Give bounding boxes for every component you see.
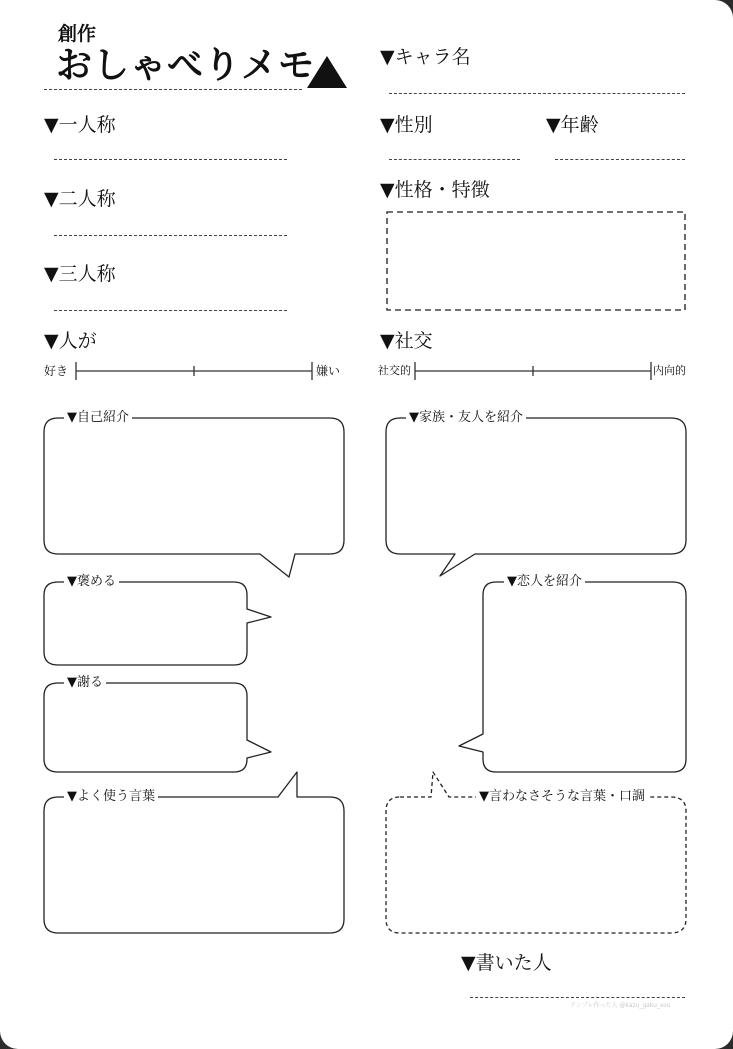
template-credit: テンプレ作った人 @kazu_gaku_sou bbox=[570, 1002, 671, 1009]
first-person-label: ▼一人称 bbox=[44, 114, 116, 136]
first-person-field[interactable] bbox=[54, 159, 287, 160]
apologize-label: ▼謝る bbox=[64, 676, 106, 689]
family-intro-label: ▼家族・友人を紹介 bbox=[406, 411, 526, 424]
praise-label: ▼褒める bbox=[64, 575, 119, 588]
second-person-field[interactable] bbox=[54, 235, 287, 236]
chara-name-label: ▼キャラ名 bbox=[380, 46, 471, 68]
common-words-label: ▼よく使う言葉 bbox=[64, 790, 158, 803]
page-corner-bottom-right bbox=[709, 1025, 733, 1049]
social-label: ▼社交 bbox=[380, 330, 433, 352]
social-scale-left: 社交的 bbox=[378, 364, 411, 377]
people-scale-left: 好き bbox=[44, 364, 69, 378]
social-scale bbox=[415, 362, 651, 380]
gender-field[interactable] bbox=[389, 159, 520, 160]
self-intro-label: ▼自己紹介 bbox=[64, 411, 132, 424]
personality-box bbox=[387, 212, 685, 310]
lover-intro-label: ▼恋人を紹介 bbox=[504, 575, 585, 588]
lover-intro-bubble bbox=[459, 582, 686, 772]
people-label: ▼人が bbox=[44, 330, 97, 352]
chara-name-field[interactable] bbox=[389, 93, 685, 94]
second-person-label: ▼二人称 bbox=[44, 188, 116, 210]
family-intro-bubble bbox=[386, 418, 686, 576]
self-intro-bubble bbox=[44, 418, 344, 577]
people-scale-right: 嫌い bbox=[316, 364, 341, 378]
age-label: ▼年齢 bbox=[546, 114, 599, 136]
people-scale bbox=[76, 362, 312, 380]
title-underline bbox=[44, 89, 302, 90]
page-title: おしゃべりメモ bbox=[56, 45, 316, 86]
third-person-field[interactable] bbox=[54, 310, 287, 311]
writer-field[interactable] bbox=[470, 997, 685, 998]
title-sup: 創作 bbox=[58, 23, 97, 45]
never-say-label: ▼言わなさそうな言葉・口調 bbox=[476, 790, 648, 803]
apologize-bubble bbox=[44, 683, 271, 772]
page-corner-top-right bbox=[709, 0, 733, 24]
gender-label: ▼性別 bbox=[380, 114, 433, 136]
age-field[interactable] bbox=[555, 159, 685, 160]
third-person-label: ▼三人称 bbox=[44, 263, 116, 285]
personality-label: ▼性格・特徴 bbox=[380, 179, 490, 201]
praise-bubble bbox=[44, 582, 271, 665]
page-corner-bottom-left bbox=[0, 1025, 24, 1049]
social-scale-right: 内向的 bbox=[653, 364, 686, 377]
writer-label: ▼書いた人 bbox=[461, 952, 552, 974]
